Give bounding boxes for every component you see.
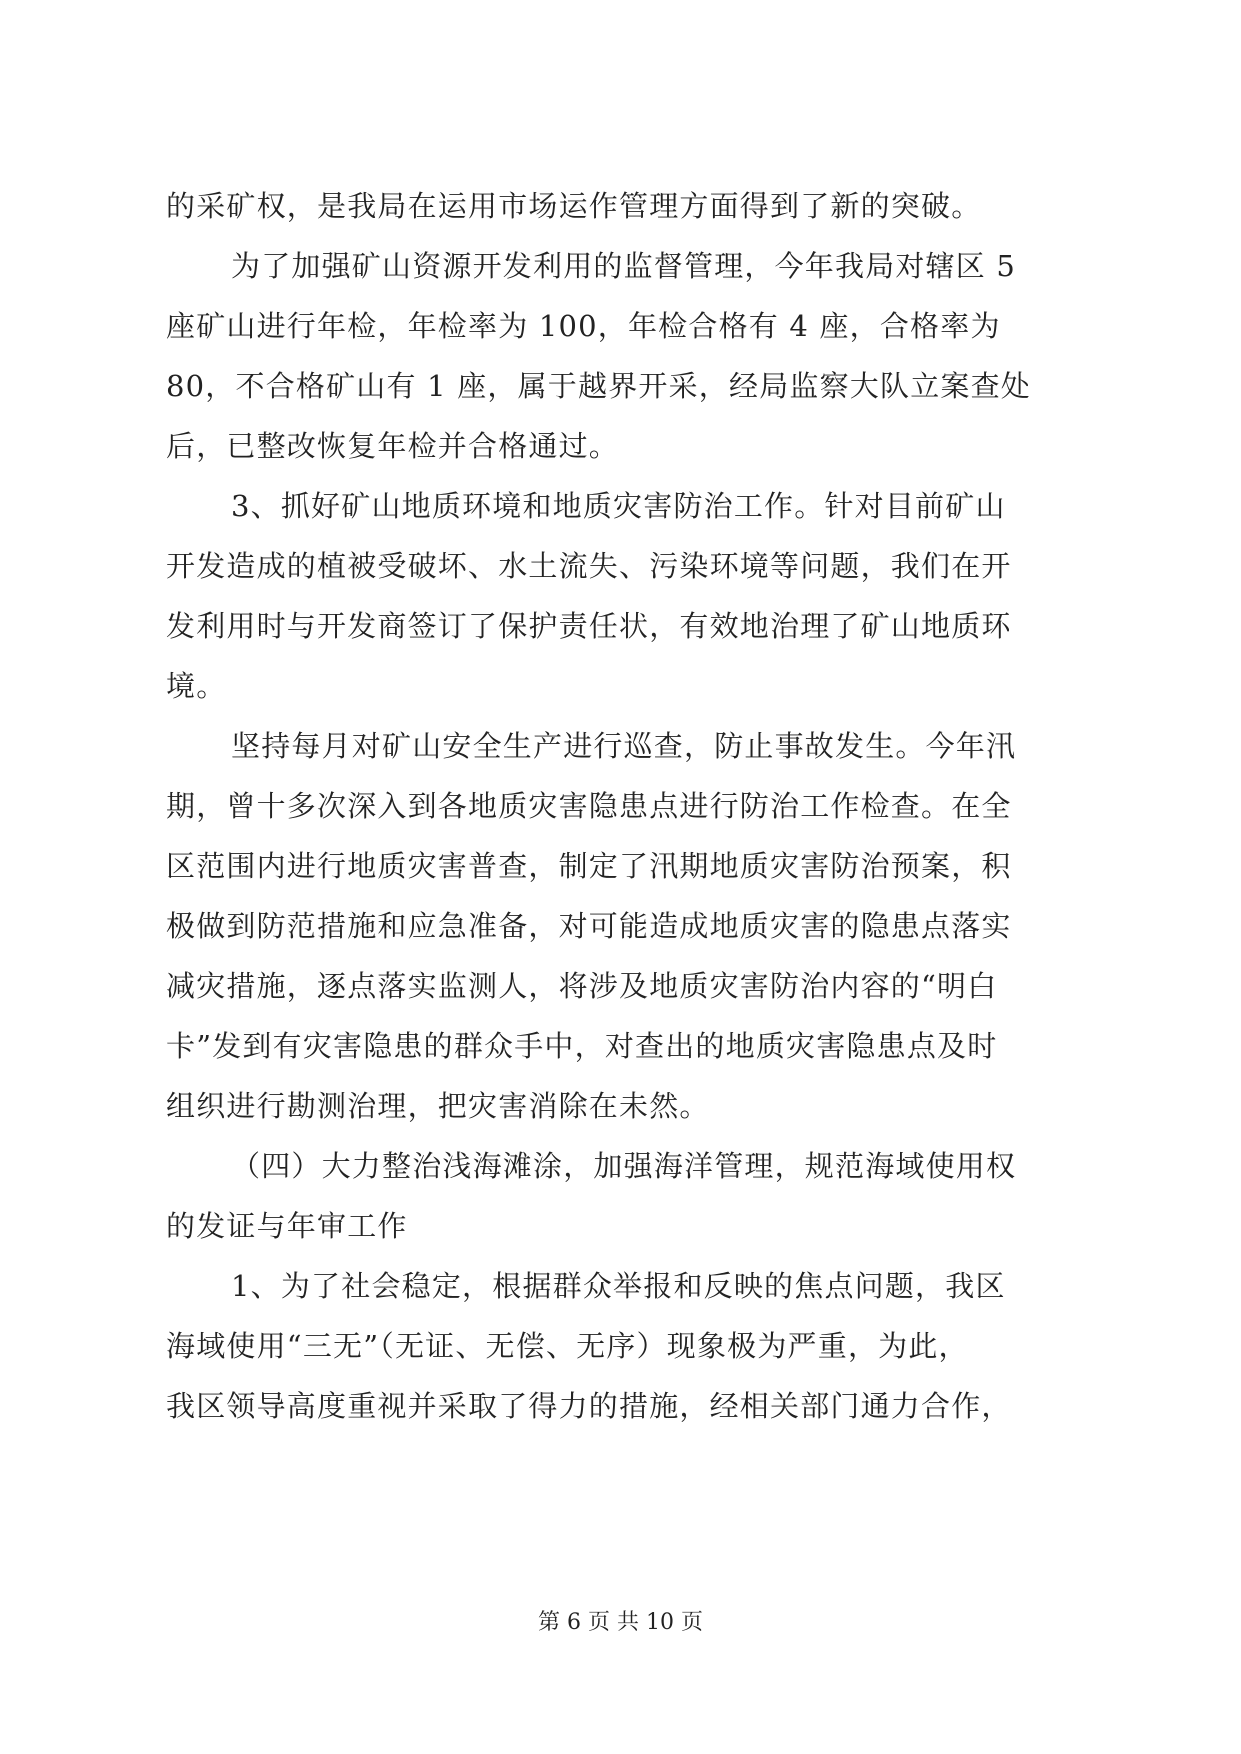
text-line: 境。 [166, 669, 227, 703]
text-line: 1、为了社会稳定，根据群众举报和反映的焦点问题，我区 [231, 1269, 1006, 1303]
text-line: 我区领导高度重视并采取了得力的措施，经相关部门通力合作， [166, 1389, 1012, 1423]
text-line: 减灾措施，逐点落实监测人，将涉及地质灾害防治内容的“明白 [166, 969, 998, 1003]
text-line: 卡”发到有灾害隐患的群众手中，对查出的地质灾害隐患点及时 [166, 1029, 998, 1063]
text-line: 为了加强矿山资源开发利用的监督管理，今年我局对辖区 5 [231, 249, 1017, 283]
text-line: 坚持每月对矿山安全生产进行巡查，防止事故发生。今年汛 [231, 729, 1017, 763]
text-line: 座矿山进行年检，年检率为 100，年检合格有 4 座，合格率为 [166, 309, 1001, 343]
section-heading-line: （四）大力整治浅海滩涂，加强海洋管理，规范海域使用权 [231, 1149, 1017, 1183]
text-line: 开发造成的植被受破坏、水土流失、污染环境等问题，我们在开 [166, 549, 1012, 583]
text-line: 期，曾十多次深入到各地质灾害隐患点进行防治工作检查。在全 [166, 789, 1012, 823]
section-heading-line: 的发证与年审工作 [166, 1209, 408, 1243]
text-line: 海域使用“三无”（无证、无偿、无序）现象极为严重，为此， [166, 1329, 969, 1363]
text-line: 3、抓好矿山地质环境和地质灾害防治工作。针对目前矿山 [231, 489, 1006, 523]
text-line: 区范围内进行地质灾害普查，制定了汛期地质灾害防治预案，积 [166, 849, 1012, 883]
page-number-footer: 第 6 页 共 10 页 [538, 1610, 703, 1635]
text-line: 80，不合格矿山有 1 座，属于越界开采，经局监察大队立案查处 [166, 369, 1031, 403]
text-line: 后，已整改恢复年检并合格通过。 [166, 429, 620, 463]
text-line: 极做到防范措施和应急准备，对可能造成地质灾害的隐患点落实 [166, 909, 1012, 943]
text-line: 组织进行勘测治理，把灾害消除在未然。 [166, 1089, 710, 1123]
text-line: 的采矿权，是我局在运用市场运作管理方面得到了新的突破。 [166, 189, 982, 223]
text-line: 发利用时与开发商签订了保护责任状，有效地治理了矿山地质环 [166, 609, 1012, 643]
